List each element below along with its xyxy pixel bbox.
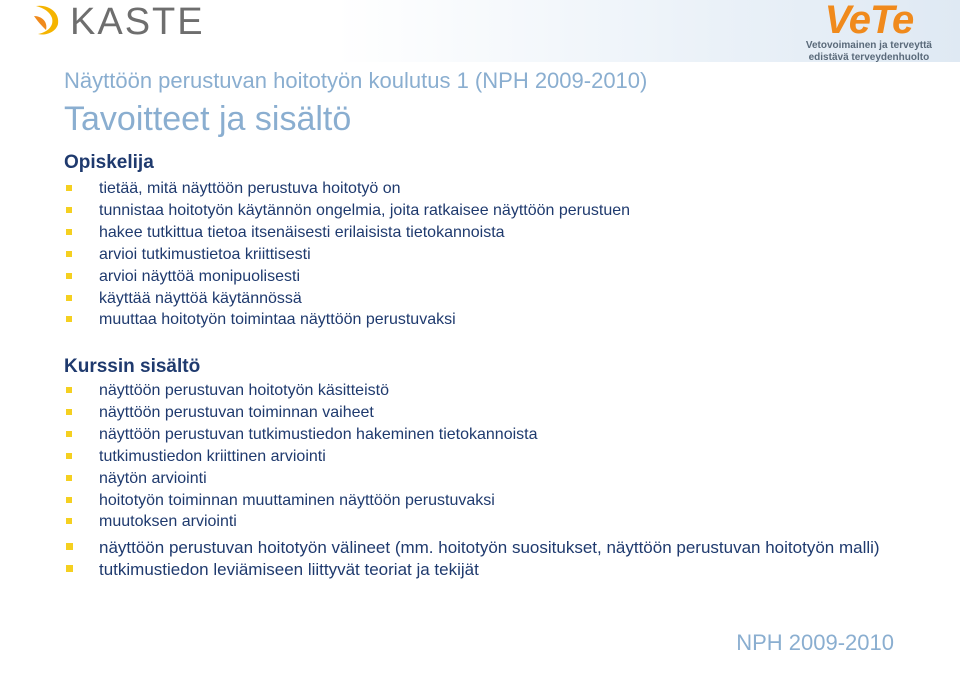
square-bullet-icon — [66, 543, 73, 550]
square-bullet-icon — [66, 453, 72, 459]
square-bullet-icon — [66, 207, 72, 213]
list-item: käyttää näyttöä käytännössä — [64, 288, 924, 310]
square-bullet-icon — [66, 273, 72, 279]
vete-tagline-line-1: Vetovoimainen ja terveyttä — [805, 40, 932, 51]
course-content-heading: Kurssin sisältö — [64, 356, 201, 377]
list-item: näyttöön perustuvan toiminnan vaiheet — [64, 402, 924, 424]
course-content-list — [64, 380, 924, 533]
square-bullet-icon — [66, 185, 72, 191]
kaste-swoosh-icon — [30, 2, 64, 42]
list-item: hakee tutkittua tietoa itsenäisesti erilaisista tietokannoista — [64, 222, 924, 244]
list-item: arvioi näyttöä monipuolisesti — [64, 266, 924, 288]
list-item: näyttöön perustuvan tutkimustiedon hakeminen tietokannoista — [64, 424, 924, 446]
list-item: hoitotyön toiminnan muuttaminen näyttöön perustuvaksi — [64, 490, 924, 512]
slide-title: Näyttöön perustuvan hoitotyön koulutus 1 (NPH 2009-2010) — [64, 68, 648, 93]
square-bullet-icon — [66, 565, 73, 572]
square-bullet-icon — [66, 295, 72, 301]
square-bullet-icon — [66, 497, 72, 503]
square-bullet-icon — [66, 409, 72, 415]
square-bullet-icon — [66, 251, 72, 257]
slide-subtitle: Tavoitteet ja sisältö — [64, 100, 352, 138]
list-item: tietää, mitä näyttöön perustuva hoitotyö on — [64, 178, 924, 200]
list-item: muutoksen arviointi — [64, 511, 924, 533]
list-item: näyttöön perustuvan hoitotyön käsitteistö — [64, 380, 924, 402]
vete-tagline-line-2: edistävä terveydenhuolto — [808, 52, 930, 63]
student-goals-list — [64, 178, 924, 331]
square-bullet-icon — [66, 431, 72, 437]
square-bullet-icon — [66, 475, 72, 481]
square-bullet-icon — [66, 518, 72, 524]
kaste-logo-text: KASTE — [70, 0, 205, 43]
vete-logo-word: VeTe — [824, 0, 914, 42]
list-item: tutkimustiedon leviämiseen liittyvät teoriat ja tekijät — [64, 559, 924, 581]
list-item: arvioi tutkimustietoa kriittisesti — [64, 244, 924, 266]
student-heading: Opiskelija — [64, 152, 154, 173]
list-item: tutkimustiedon kriittinen arviointi — [64, 446, 924, 468]
list-item: näyttöön perustuvan hoitotyön välineet (mm. hoitotyön suositukset, näyttöön perustuvan hoitotyön malli) — [64, 537, 924, 559]
list-item: tunnistaa hoitotyön käytännön ongelmia, joita ratkaisee näyttöön perustuen — [64, 200, 924, 222]
list-item: näytön arviointi — [64, 468, 924, 490]
course-content-list-continued — [64, 537, 924, 581]
vete-logo — [806, 0, 932, 64]
kaste-logo — [30, 0, 205, 44]
square-bullet-icon — [66, 387, 72, 393]
square-bullet-icon — [66, 316, 72, 322]
list-item: muuttaa hoitotyön toimintaa näyttöön perustuvaksi — [64, 309, 924, 331]
footer-label: NPH 2009-2010 — [736, 630, 894, 655]
square-bullet-icon — [66, 229, 72, 235]
